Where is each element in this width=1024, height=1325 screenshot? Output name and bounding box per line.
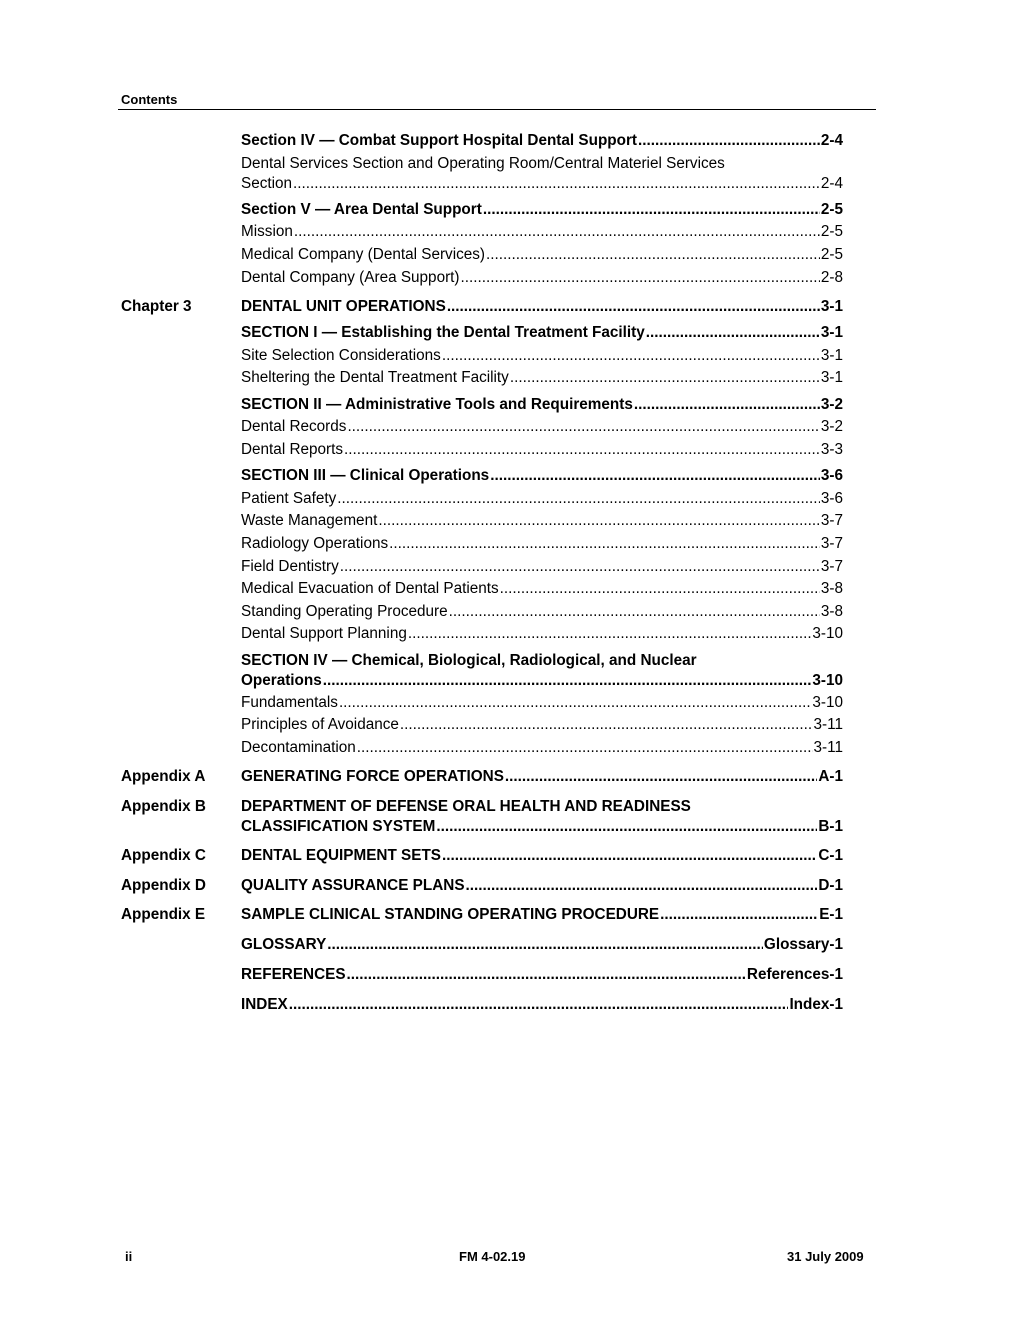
toc-entry-title: Site Selection Considerations: [241, 347, 441, 364]
dot-leader: [461, 268, 820, 288]
toc-entry-title: Sheltering the Dental Treatment Facility: [241, 369, 509, 386]
toc-entry-page: 3-8: [820, 603, 843, 620]
toc-entry-page: E-1: [819, 906, 843, 923]
running-header: Contents: [121, 92, 178, 107]
dot-leader: [327, 935, 763, 955]
toc-entry-page: 3-1: [820, 298, 843, 315]
toc-entry-page: 3-8: [820, 580, 843, 597]
toc-entry[interactable]: [241, 200, 843, 220]
toc-entry[interactable]: [241, 245, 843, 265]
toc-entry[interactable]: [241, 534, 843, 554]
toc-entry[interactable]: [241, 995, 843, 1015]
toc-chapter-label: Appendix E: [121, 906, 206, 923]
toc-entry-title: Patient Safety: [241, 490, 337, 507]
dot-leader: [294, 222, 820, 242]
toc-entry-title: Section V — Area Dental Support: [241, 201, 482, 218]
toc-entry-title: Section IV — Combat Support Hospital Dental Support: [241, 132, 638, 149]
dot-leader: [510, 368, 820, 388]
footer-document-id: FM 4-02.19: [459, 1249, 526, 1264]
toc-entry-title: INDEX: [241, 996, 288, 1013]
dot-leader: [505, 767, 817, 787]
toc-entry[interactable]: [241, 154, 843, 194]
toc-entry-page: References-1: [746, 966, 843, 983]
toc-entry[interactable]: [241, 624, 843, 644]
dot-leader: [378, 511, 820, 531]
toc-chapter-label: Chapter 3: [121, 298, 192, 315]
toc-entry-page: B-1: [818, 818, 843, 835]
toc-entry[interactable]: [241, 222, 843, 242]
toc-entry-title: SAMPLE CLINICAL STANDING OPERATING PROCEDURE: [241, 906, 660, 923]
dot-leader: [293, 174, 820, 194]
toc-chapter-label: Appendix A: [121, 768, 206, 785]
toc-entry[interactable]: [241, 323, 843, 343]
toc-entry-page: 3-3: [820, 441, 843, 458]
dot-leader: [400, 715, 813, 735]
toc-entry[interactable]: [241, 346, 843, 366]
toc-entry[interactable]: [241, 876, 843, 896]
toc-entry[interactable]: [241, 846, 843, 866]
toc-entry-page: 2-5: [820, 201, 843, 218]
toc-entry-page: 3-11: [813, 739, 843, 756]
toc-entry-title: DENTAL EQUIPMENT SETS: [241, 847, 442, 864]
dot-leader: [389, 534, 820, 554]
toc-entry-title: Medical Company (Dental Services): [241, 246, 485, 263]
toc-entry-page: 2-5: [820, 223, 843, 240]
toc-entry-page: 3-10: [812, 672, 843, 689]
toc-entry-title: Field Dentistry: [241, 558, 339, 575]
toc-chapter-label: Appendix C: [121, 847, 206, 864]
toc-entry-title-line1: Dental Services Section and Operating Room/Central Materiel Services: [241, 155, 725, 172]
toc-entry[interactable]: [241, 693, 843, 713]
toc-entry-title: Medical Evacuation of Dental Patients: [241, 580, 499, 597]
dot-leader: [449, 602, 820, 622]
toc-chapter-label: Appendix B: [121, 798, 206, 815]
dot-leader: [490, 466, 820, 486]
toc-entry[interactable]: [241, 489, 843, 509]
dot-leader: [483, 200, 820, 220]
toc-entry-title: SECTION III — Clinical Operations: [241, 467, 490, 484]
toc-entry-title: Fundamentals: [241, 694, 338, 711]
toc-entry[interactable]: [241, 511, 843, 531]
toc-entry-title: Mission: [241, 223, 293, 240]
toc-entry-title: SECTION II — Administrative Tools and Requirements: [241, 396, 633, 413]
toc-entry[interactable]: [241, 935, 843, 955]
toc-entry-title: Waste Management: [241, 512, 378, 529]
dot-leader: [337, 489, 820, 509]
toc-entry-title: Operations: [241, 672, 322, 689]
toc-entry-title: Principles of Avoidance: [241, 716, 399, 733]
toc-entry-page: 3-10: [812, 694, 843, 711]
toc-entry-title: SECTION I — Establishing the Dental Treatment Facility: [241, 324, 645, 341]
toc-entry[interactable]: [241, 466, 843, 486]
toc-entry-title-line1: SECTION IV — Chemical, Biological, Radiological, and Nuclear: [241, 652, 697, 669]
toc-entry-page: 3-1: [820, 324, 843, 341]
toc-entry-page: 3-1: [820, 347, 843, 364]
toc-entry[interactable]: [241, 738, 843, 758]
toc-entry-page: 3-6: [820, 490, 843, 507]
toc-entry-title: REFERENCES: [241, 966, 346, 983]
footer-date: 31 July 2009: [787, 1249, 864, 1264]
toc-entry[interactable]: [241, 417, 843, 437]
toc-entry-title: GENERATING FORCE OPERATIONS: [241, 768, 504, 785]
dot-leader: [339, 693, 811, 713]
dot-leader: [466, 876, 818, 896]
toc-entry-page: 2-4: [820, 132, 843, 149]
toc-entry-title: GLOSSARY: [241, 936, 327, 953]
toc-entry-page: 2-8: [820, 269, 843, 286]
toc-entry-page: 2-5: [820, 246, 843, 263]
toc-entry-title: DENTAL UNIT OPERATIONS: [241, 298, 446, 315]
toc-entry-title: Standing Operating Procedure: [241, 603, 448, 620]
toc-entry[interactable]: [241, 602, 843, 622]
toc-entry-page: 3-11: [813, 716, 843, 733]
dot-leader: [344, 440, 820, 460]
toc-entry[interactable]: [241, 440, 843, 460]
toc-entry[interactable]: [241, 797, 843, 837]
toc-entry[interactable]: [241, 651, 843, 691]
toc-entry[interactable]: [241, 579, 843, 599]
dot-leader: [347, 965, 746, 985]
toc-entry-page: Index-1: [789, 996, 843, 1013]
dot-leader: [660, 905, 818, 925]
dot-leader: [357, 738, 813, 758]
toc-entry-title: Section: [241, 175, 293, 192]
toc-entry[interactable]: [241, 767, 843, 787]
toc-entry[interactable]: [241, 395, 843, 415]
dot-leader: [442, 846, 817, 866]
toc-entry[interactable]: [241, 557, 843, 577]
footer-page-number: ii: [125, 1249, 133, 1264]
toc-entry-page: 3-1: [820, 369, 843, 386]
toc-entry-page: D-1: [818, 877, 843, 894]
dot-leader: [442, 346, 820, 366]
toc-entry-page: A-1: [818, 768, 843, 785]
toc-entry[interactable]: [241, 368, 843, 388]
toc-entry-title: Dental Reports: [241, 441, 344, 458]
dot-leader: [323, 671, 812, 691]
dot-leader: [634, 395, 820, 415]
dot-leader: [486, 245, 820, 265]
dot-leader: [646, 323, 820, 343]
toc-entry-page: 3-7: [820, 512, 843, 529]
toc-entry[interactable]: [241, 905, 843, 925]
toc-entry-title: Dental Records: [241, 418, 347, 435]
dot-leader: [436, 817, 817, 837]
toc-entry-page: Glossary-1: [763, 936, 843, 953]
toc-entry-page: 3-10: [812, 625, 843, 642]
toc-entry[interactable]: [241, 965, 843, 985]
toc-entry-page: 3-6: [820, 467, 843, 484]
toc-entry-title-line1: DEPARTMENT OF DEFENSE ORAL HEALTH AND READINESS: [241, 798, 691, 815]
toc-entry-page: 2-4: [820, 175, 843, 192]
dot-leader: [340, 557, 820, 577]
toc-entry-title: Radiology Operations: [241, 535, 389, 552]
toc-entry-title: Dental Company (Area Support): [241, 269, 460, 286]
toc-entry-title: Dental Support Planning: [241, 625, 407, 642]
dot-leader: [447, 297, 820, 317]
toc-entry-title: Decontamination: [241, 739, 356, 756]
dot-leader: [638, 131, 820, 151]
dot-leader: [347, 417, 819, 437]
toc-entry-page: 3-7: [820, 535, 843, 552]
toc-entry[interactable]: [241, 131, 843, 151]
toc-entry[interactable]: [241, 268, 843, 288]
toc-entry[interactable]: [241, 715, 843, 735]
dot-leader: [408, 624, 812, 644]
toc-entry-page: 3-7: [820, 558, 843, 575]
toc-entry-title: CLASSIFICATION SYSTEM: [241, 818, 436, 835]
dot-leader: [289, 995, 789, 1015]
toc-entry-title: QUALITY ASSURANCE PLANS: [241, 877, 465, 894]
toc-entry-page: 3-2: [820, 396, 843, 413]
toc-entry-page: 3-2: [820, 418, 843, 435]
dot-leader: [500, 579, 820, 599]
toc-entry[interactable]: [241, 297, 843, 317]
toc-chapter-label: Appendix D: [121, 877, 206, 894]
toc-entry-page: C-1: [818, 847, 843, 864]
